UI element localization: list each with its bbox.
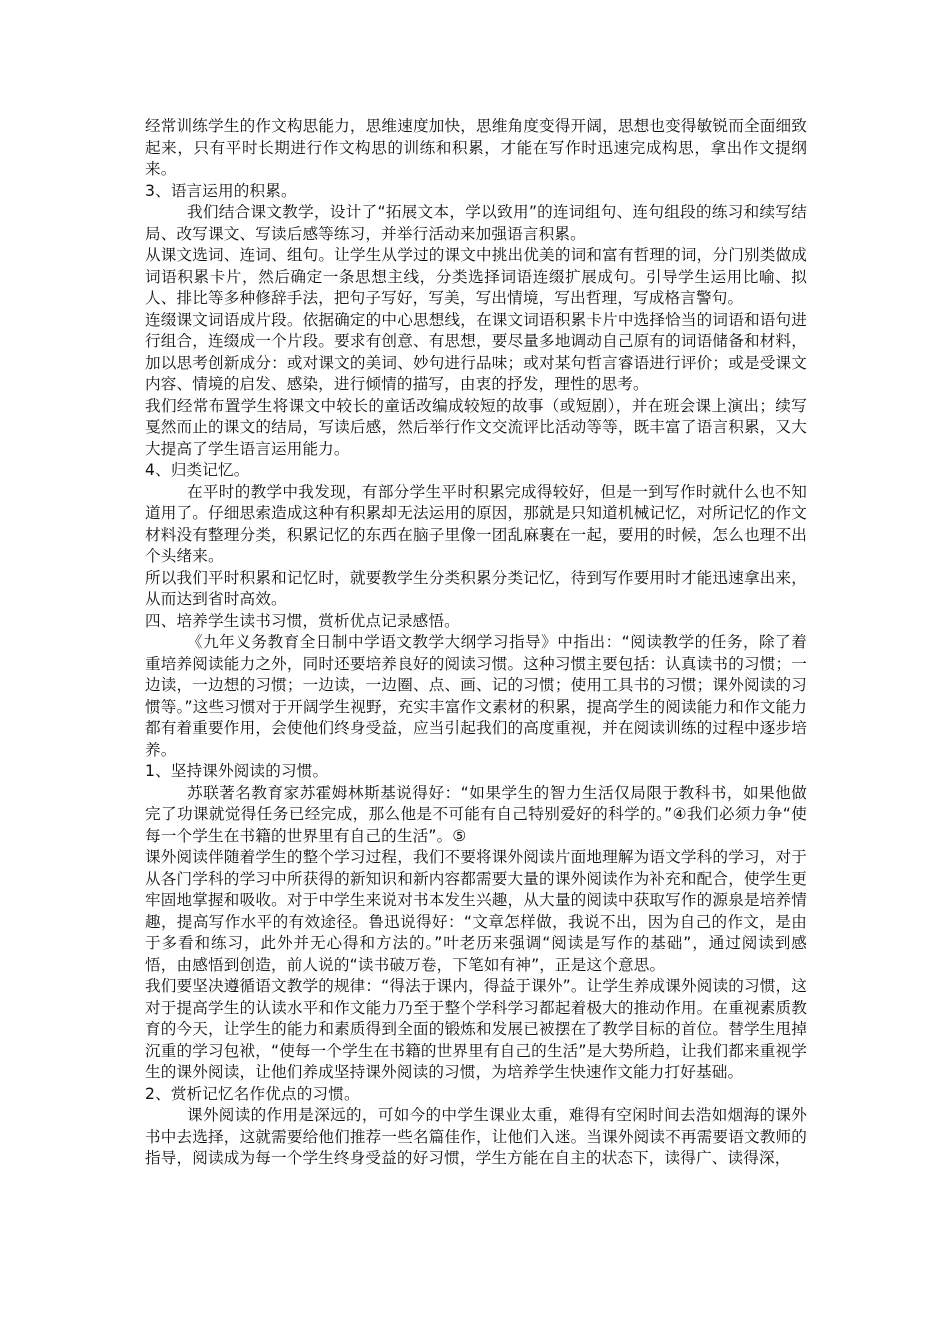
body-paragraph: 我们结合课文教学，设计了“拓展文本，学以致用”的连词组句、连句组段的练习和续写结局、改写课文、写读后感等练习，并举行活动来加强语言积累。 xyxy=(145,203,807,243)
section-heading: 3、语言运用的积累。 xyxy=(145,181,297,200)
document-body xyxy=(145,116,807,1170)
body-paragraph: 苏联著名教育家苏霍姆林斯基说得好：“如果学生的智力生活仅局限于教科书，如果他做完了功课就觉得任务已经完成，那么他是不可能有自己特别爱好的科学的。”④我们必须力争“使每一个学生在书籍的世界里有自己的生活”。⑤ xyxy=(145,783,807,845)
section-heading: 2、赏析记忆名作优点的习惯。 xyxy=(145,1084,360,1103)
body-paragraph: 经常训练学生的作文构思能力，思维速度加快，思维角度变得开阔，思想也变得敏锐而全面细致起来，只有平时长期进行作文构思的训练和积累，才能在写作时迅速完成构思，拿出作文提纲来。 xyxy=(145,117,807,178)
body-paragraph: 课外阅读伴随着学生的整个学习过程，我们不要将课外阅读片面地理解为语文学科的学习，对于从各门学科的学习中所获得的新知识和新内容都需要大量的课外阅读作为补充和配合，使学生更牢固地掌握和吸收。对于中学生来说对书本发生兴趣，从大量的阅读中获取写作的源泉是培养情趣，提高写作水平的有效途径。鲁迅说得好：“文章怎样做，我说不出，因为自己的作文，是由于多看和练习，此外并无心得和方法的。”叶老历来强调“阅读是写作的基础”，通过阅读到感悟，由感悟到创造，前人说的“读书破万卷，下笔如有神”，正是这个意思。 xyxy=(145,848,807,974)
section-heading: 4、归类记忆。 xyxy=(145,461,250,479)
body-paragraph: 所以我们平时积累和记忆时，就要教学生分类积累分类记忆，待到写作要用时才能迅速拿出来，从而达到省时高效。 xyxy=(145,568,807,608)
body-paragraph: 《九年义务教育全日制中学语文教学大纲学习指导》中指出：“阅读教学的任务，除了着重培养阅读能力之外，同时还要培养良好的阅读习惯。这种习惯主要包括：认真读书的习惯；一边读，一边想的习惯；一边读，一边圈、点、画、记的习惯；使用工具书的习惯；课外阅读的习惯等。”这些习惯对于开阔学生视野，充实丰富作文素材的积累，提高学生的阅读能力和作文能力都有着重要作用，会使他们终身受益，应当引起我们的高度重视，并在阅读训练的过程中逐步培养。 xyxy=(145,633,807,759)
body-paragraph: 我们经常布置学生将课文中较长的童话改编成较短的故事（或短剧），并在班会课上演出；续写戛然而止的课文的结局，写读后感，然后举行作文交流评比活动等等，既丰富了语言积累，又大大提高了学生语言运用能力。 xyxy=(145,396,807,458)
body-paragraph: 我们要坚决遵循语文教学的规律：“得法于课内，得益于课外”。让学生养成课外阅读的习惯，这对于提高学生的认读水平和作文能力乃至于整个学科学习都起着极大的推动作用。在重视素质教育的今天，让学生的能力和素质得到全面的锻炼和发展已被摆在了教学目标的首位。替学生甩掉沉重的学习包袱，“使每一个学生在书籍的世界里有自己的生活”是大势所趋，让我们都来重视学生的课外阅读，让他们养成坚持课外阅读的习惯，为培养学生快速作文能力打好基础。 xyxy=(145,977,807,1081)
body-paragraph: 课外阅读的作用是深远的，可如今的中学生课业太重，难得有空闲时间去浩如烟海的课外书中去选择，这就需要给他们推荐一些名篇佳作，让他们入迷。当课外阅读不再需要语文教师的指导，阅读成为每一个学生终身受益的好习惯，学生方能在自主的状态下，读得广、读得深， xyxy=(145,1106,807,1167)
body-paragraph: 在平时的教学中我发现，有部分学生平时积累完成得较好，但是一到写作时就什么也不知道用了。仔细思索造成这种有积累却无法运用的原因，那就是只知道机械记忆，对所记忆的作文材料没有整理分类，积累记忆的东西在脑子里像一团乱麻裹在一起，要用的时候，怎么也理不出个头绪来。 xyxy=(145,482,807,565)
body-paragraph: 连缀课文词语成片段。依据确定的中心思想线，在课文词语积累卡片中选择恰当的词语和语句进行组合，连缀成一个片段。要求有创意、有思想，要尽量多地调动自己原有的词语储备和材料，加以思考创新成分：或对课文的美词、妙句进行品味；或对某句哲言睿语进行评价；或是受课文内容、情境的启发、感染，进行倾情的描写，由衷的抒发，理性的思考。 xyxy=(145,310,807,393)
section-heading: 四、培养学生读书习惯，赏析优点记录感悟。 xyxy=(145,611,460,630)
section-heading: 1、坚持课外阅读的习惯。 xyxy=(145,762,329,780)
body-paragraph: 从课文选词、连词、组句。让学生从学过的课文中挑出优美的词和富有哲理的词，分门别类做成词语积累卡片，然后确定一条思想主线，分类选择词语连缀扩展成句。引导学生运用比喻、拟人、排比等多种修辞手法，把句子写好，写美，写出情境，写出哲理，写成格言警句。 xyxy=(145,246,807,307)
